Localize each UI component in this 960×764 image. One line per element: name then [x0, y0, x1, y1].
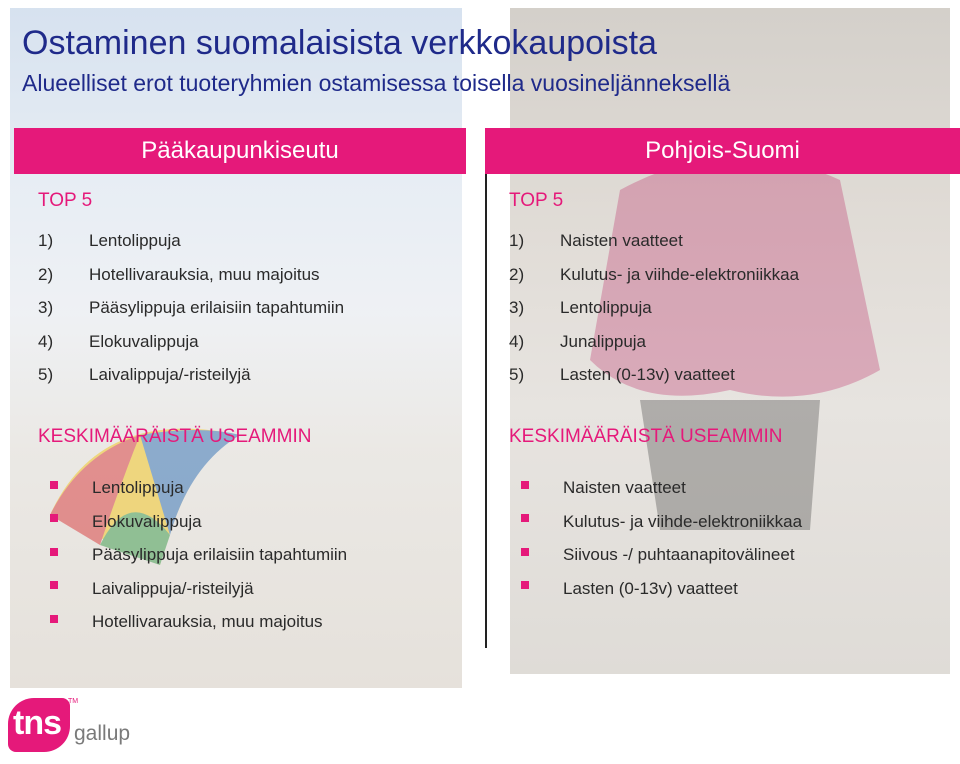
list-item: Pääsylippuja erilaisiin tapahtumiin	[38, 538, 347, 572]
list-item: Naisten vaatteet	[509, 471, 802, 505]
list-item: Siivous -/ puhtaanapitovälineet	[509, 538, 802, 572]
list-item: 5) Laivalippuja/-risteilyjä	[38, 365, 251, 384]
list-item: Elokuvalippuja	[38, 505, 347, 539]
list-item: 1) Lentolippuja	[38, 231, 181, 250]
kesk-title-right: KESKIMÄÄRÄISTÄ USEAMMIN	[509, 426, 783, 447]
region-header-right: Pohjois-Suomi	[485, 128, 960, 174]
square-bullet-icon	[521, 481, 529, 489]
page-title: Ostaminen suomalaisista verkkokaupoista	[22, 24, 657, 62]
list-item: Hotellivarauksia, muu majoitus	[38, 605, 347, 639]
right-column	[509, 186, 949, 598]
list-item: 4) Elokuvalippuja	[38, 331, 199, 351]
square-bullet-icon	[50, 548, 58, 556]
square-bullet-icon	[50, 615, 58, 623]
square-bullet-icon	[50, 481, 58, 489]
square-bullet-icon	[50, 514, 58, 522]
list-item: 2) Hotellivarauksia, muu majoitus	[38, 264, 320, 284]
top5-title-left: TOP 5	[38, 190, 93, 211]
kesk-list-left	[38, 471, 347, 639]
list-item: 1) Naisten vaatteet	[509, 231, 683, 250]
kesk-title-left: KESKIMÄÄRÄISTÄ USEAMMIN	[38, 426, 312, 447]
list-item: 3) Pääsylippuja erilaisiin tapahtumiin	[38, 298, 345, 317]
list-item: Kulutus- ja viihde-elektroniikkaa	[509, 505, 802, 539]
region-header-left: Pääkaupunkiseutu	[14, 128, 466, 174]
square-bullet-icon	[521, 548, 529, 556]
list-item: 5) Lasten (0-13v) vaatteet	[509, 365, 735, 384]
list-item: Laivalippuja/-risteilyjä	[38, 572, 347, 606]
page-subtitle: Alueelliset erot tuoteryhmien ostamisessa toisella vuosineljänneksellä	[22, 70, 731, 96]
logo-tns-text: tns	[13, 704, 61, 742]
square-bullet-icon	[521, 514, 529, 522]
column-divider	[485, 174, 487, 648]
top5-list-left	[38, 224, 468, 392]
top5-title-right: TOP 5	[509, 190, 564, 211]
list-item: Lentolippuja	[38, 471, 347, 505]
list-item: Lasten (0-13v) vaatteet	[509, 572, 802, 606]
square-bullet-icon	[521, 581, 529, 589]
list-item: 2) Kulutus- ja viihde-elektroniikkaa	[509, 264, 800, 284]
top5-list-right	[509, 224, 949, 392]
square-bullet-icon	[50, 581, 58, 589]
list-item: 3) Lentolippuja	[509, 298, 652, 317]
kesk-list-right	[509, 471, 802, 605]
tns-gallup-logo	[8, 698, 148, 758]
logo-trademark: TM	[68, 698, 79, 705]
list-item: 4) Junalippuja	[509, 331, 647, 351]
logo-gallup-text: gallup	[74, 722, 131, 745]
left-column	[38, 186, 468, 631]
